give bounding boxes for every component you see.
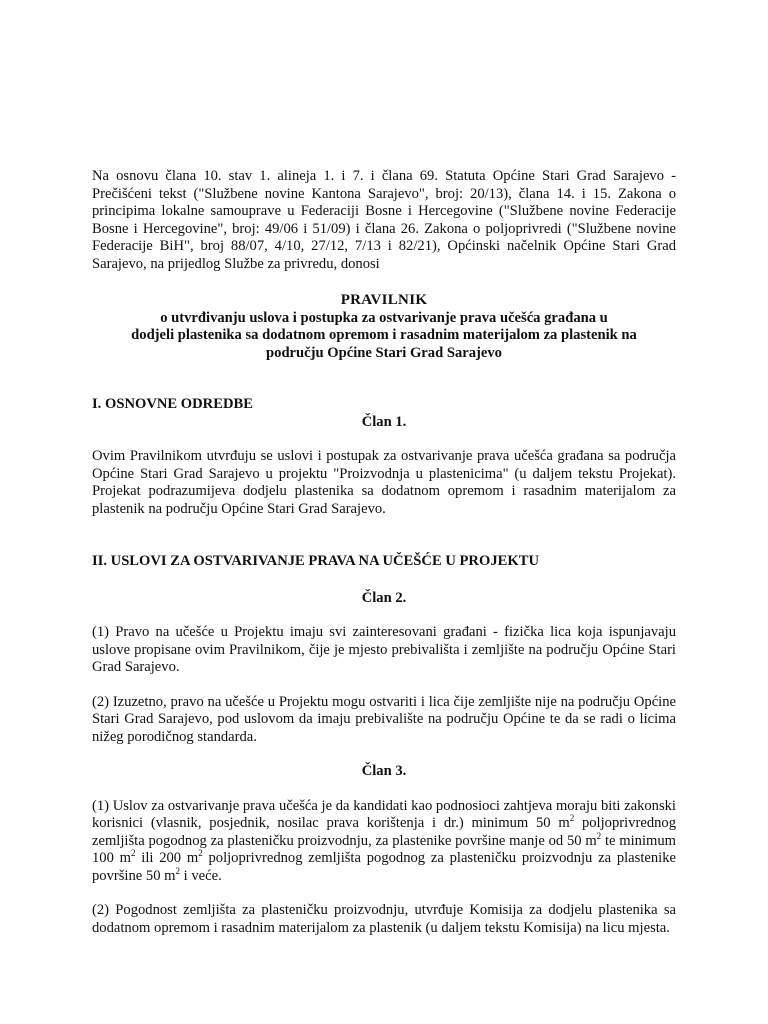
superscript-2: 2 [131,848,136,859]
article-3-label: Član 3. [361,763,407,779]
article-2-paragraph-1: (1) Pravo na učešće u Projektu imaju svi zainteresovani građani - fizička lica koja ispunjavaju uslove propisane ovim Pravilnikom, čije je mjesto prebivališta i zemljište na području Općine Stari Grad Sarajevo. [92,624,676,675]
section-2-heading: II. USLOVI ZA OSTVARIVANJE PRAVA NA UČEŠĆE U PROJEKTU [92,553,539,569]
article-1-label: Član 1. [361,413,407,430]
document-subtitle-line-3: području Općine Stari Grad Sarajevo [266,344,502,361]
superscript-2: 2 [198,848,203,859]
article-3-paragraph-1 [92,798,676,886]
article-3-text-part-e: poljoprivrednog zemljišta pogodnog za plasteničku proizvodnju za plastenike površine 50 m [92,850,676,884]
document-page [92,168,676,937]
document-subtitle-line-1: o utvrđivanju uslova i postupka za ostvarivanje prava učešća građana u [160,309,608,326]
article-1-text: Ovim Pravilnikom utvrđuju se uslovi i postupak za ostvarivanje prava učešća građana sa područja Općine Stari Grad Sarajevo u projektu "Proizvodnja u plastenicima" (u daljem tekstu Projekat). Projekat podrazumijeva dodjelu plastenika sa dodatnom opremom i rasadnim materijalom za plastenik na području Općine Stari Grad Sarajevo. [92,448,676,517]
article-3-paragraph-2: (2) Pogodnost zemljišta za plasteničku proizvodnju, utvrđuje Komisija za dodjelu plastenika sa dodatnom opremom i rasadnim materijalom za plastenik (u daljem tekstu Komisija) na licu mjesta. [92,902,676,936]
document-title: PRAVILNIK [340,292,428,308]
article-2-paragraph-2: (2) Izuzetno, pravo na učešće u Projektu mogu ostvariti i lica čije zemljište nije na području Općine Stari Grad Sarajevo, pod uslovom da imaju prebivalište na području Općine te da se radi o licima nižeg porodičnog standarda. [92,693,676,745]
article-3-text-part-a: (1) Uslov za ostvarivanje prava učešća je da kandidati kao podnosioci zahtjeva moraju biti zakonski korisnici (vlasnik, posjednik, nosilac prava korištenja i dr.) minimum 50 m [92,797,676,831]
superscript-2: 2 [569,813,575,824]
document-subtitle-line-2: dodjeli plastenika sa dodatnom opremom i rasadnim materijalom za plastenik na [131,327,637,343]
section-1-heading: I. OSNOVNE ODREDBE [92,396,253,412]
article-3-text-part-f: i veće. [180,867,222,884]
superscript-2: 2 [175,865,181,876]
article-3-text-part-c: te minimum 100 m [92,832,676,866]
article-3-text-part-d: ili 200 m [135,850,199,866]
article-2-label: Član 2. [361,589,407,606]
preamble-paragraph: Na osnovu člana 10. stav 1. alineja 1. i 7. i člana 69. Statuta Općine Stari Grad Sarajevo - Prečišćeni tekst ("Službene novine Kantona Sarajevo", broj: 20/13), člana 14. i 15. Zakona o principima lokalne samouprave u Federaciji Bosne i Hercegovine ("Službene novine Federacije Bosne i Hercegovine", broj: 49/06 i 51/09) i člana 26. Zakona o poljoprivredi ("Službene novine Federacije BiH", broj 88/07, 4/10, 27/12, 7/13 i 82/21), Općinski načelnik Općine Stari Grad Sarajevo, na prijedlog Službe za privredu, donosi [92,168,676,272]
article-3-text-part-b: poljoprivrednog zemljišta pogodnog za plasteničku proizvodnju, za plastenike površine manje od 50 m [92,815,677,849]
document-title-block [92,292,676,362]
superscript-2: 2 [596,830,602,841]
